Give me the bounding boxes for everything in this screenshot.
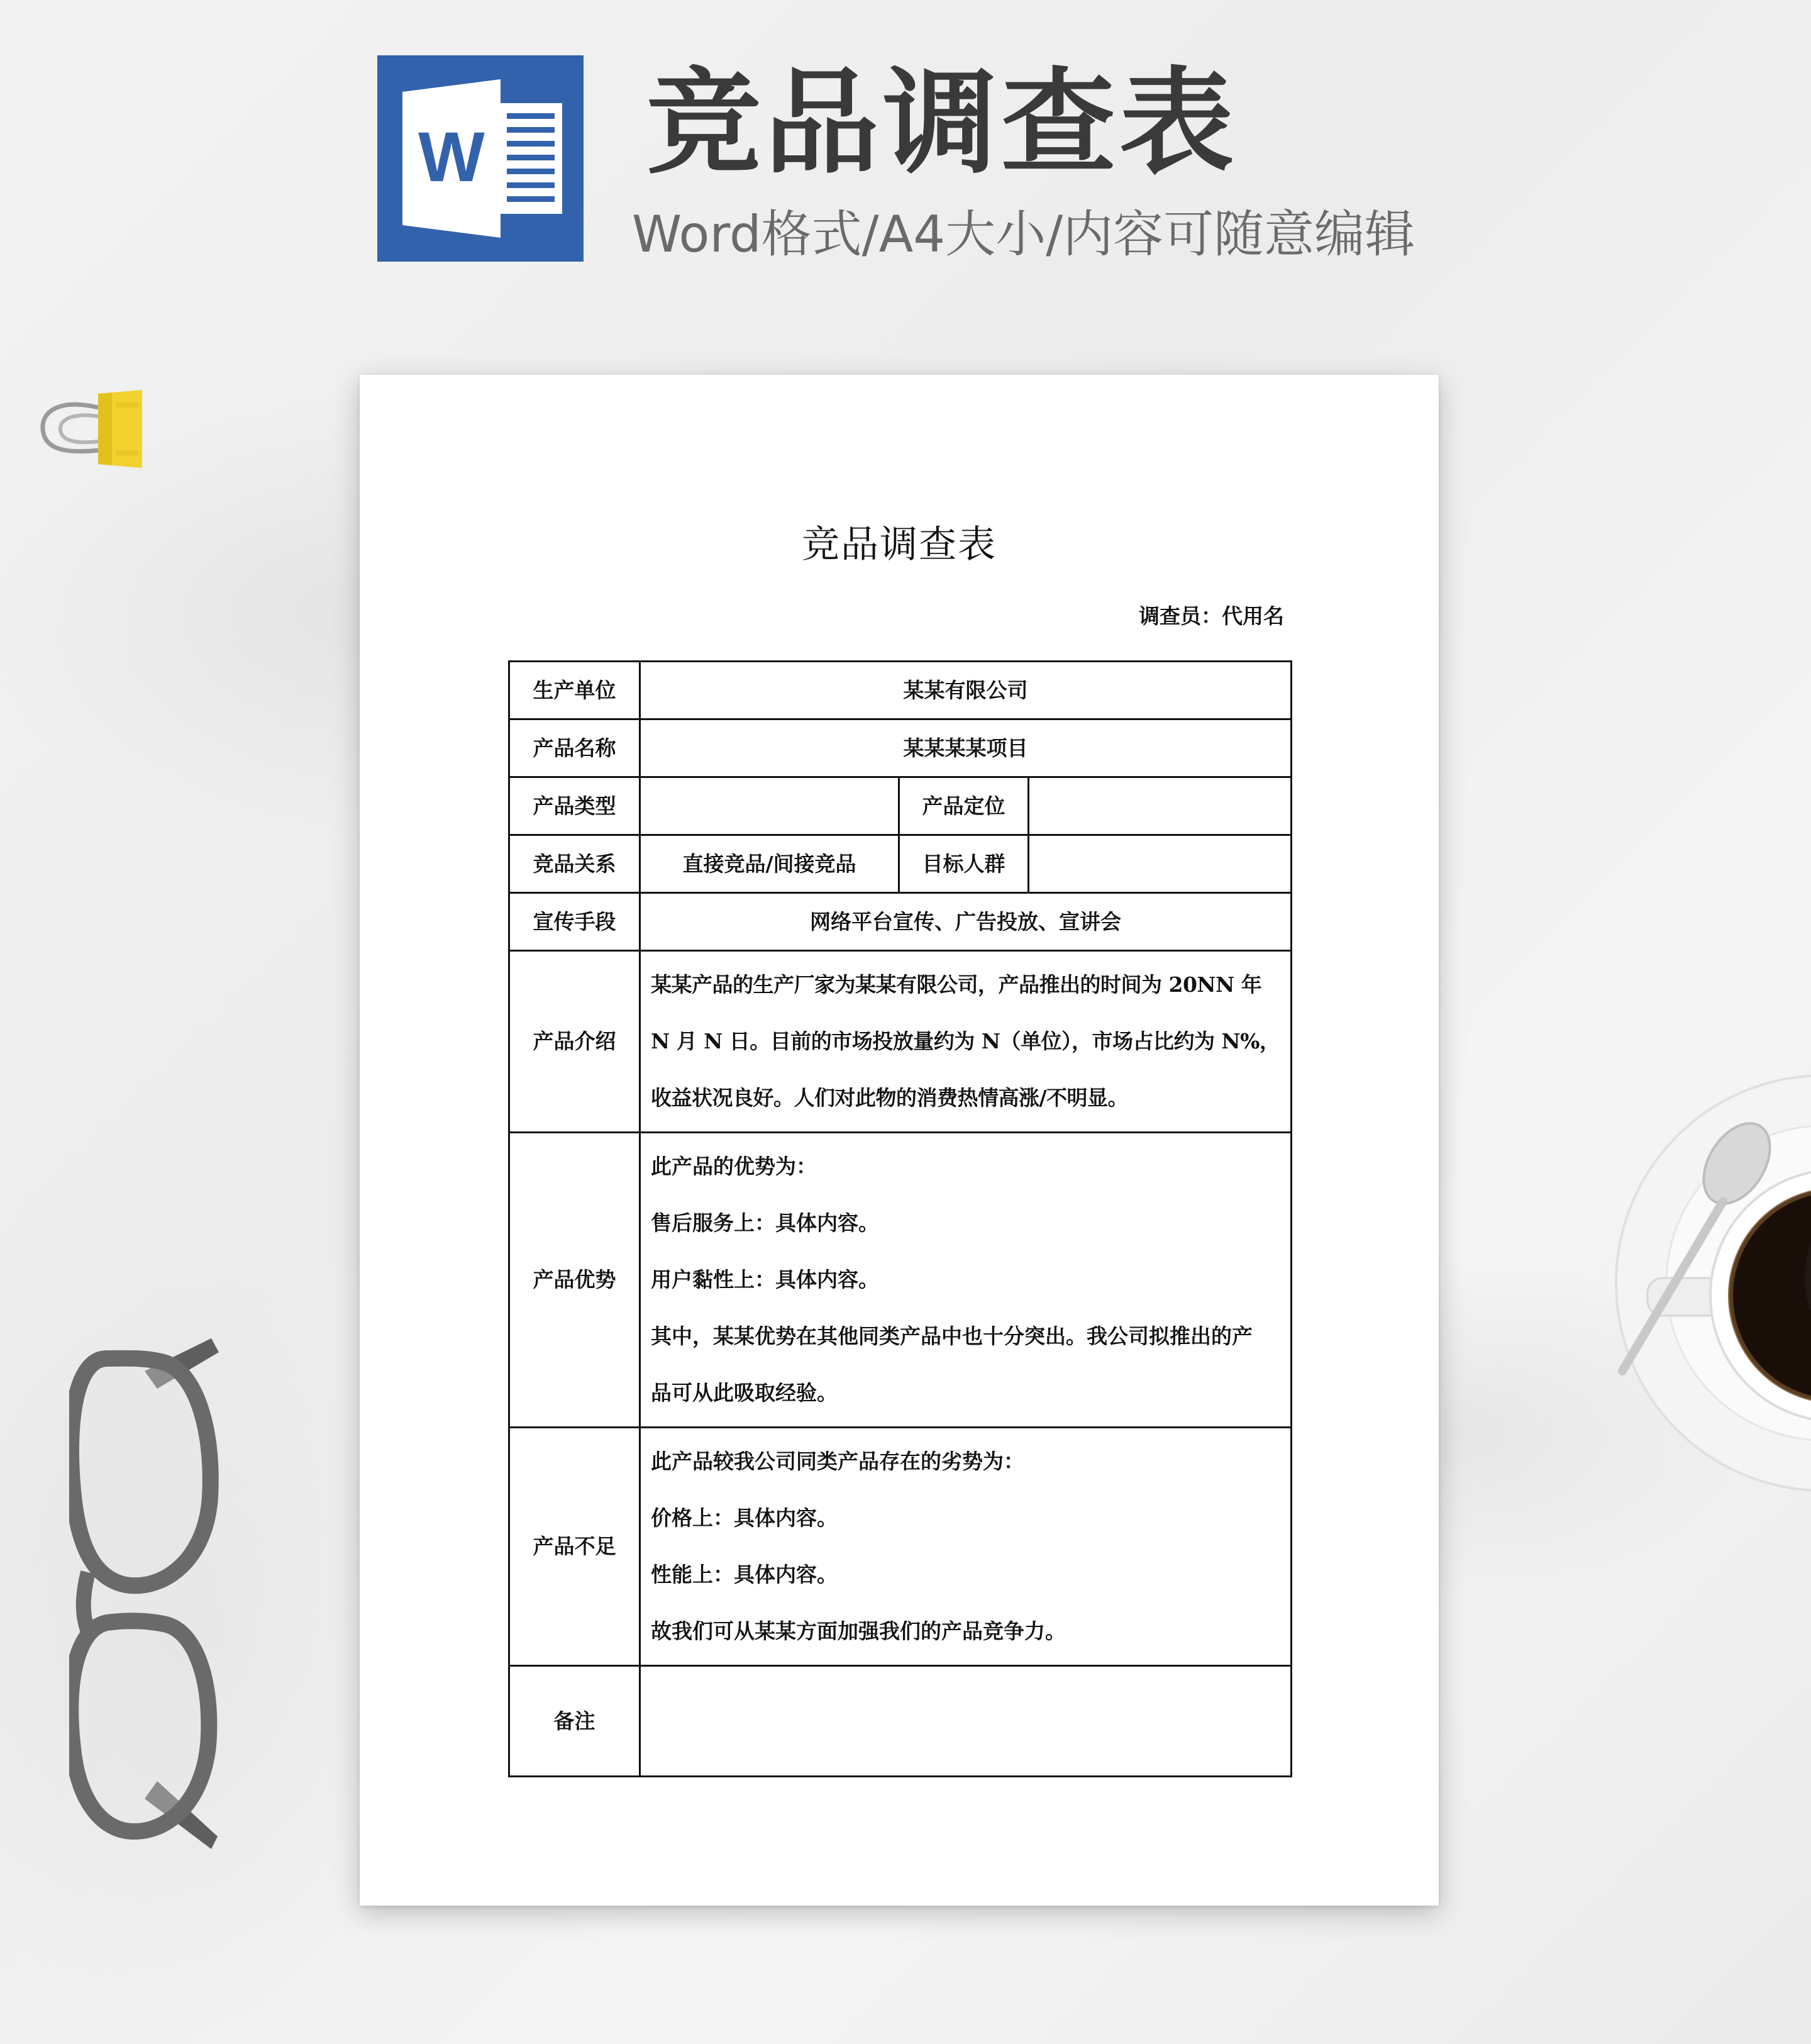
- value-product-type: [640, 777, 899, 835]
- value-target-audience: [1029, 835, 1292, 893]
- eyeglasses-icon: [69, 1333, 233, 1874]
- table-row: [509, 662, 1292, 719]
- advantage-line: 品可从此吸取经验。: [651, 1380, 838, 1405]
- label-promotion: 宣传手段: [509, 893, 640, 951]
- investigator-label: 调查员：: [1139, 604, 1222, 628]
- weakness-line: 价格上：具体内容。: [651, 1506, 838, 1530]
- table-row: [509, 893, 1292, 951]
- table-row: [509, 1133, 1292, 1428]
- label-product-type: 产品类型: [509, 777, 640, 835]
- survey-table: [508, 660, 1292, 1777]
- value-promotion: 网络平台宣传、广告投放、宣讲会: [640, 893, 1292, 951]
- value-intro: [640, 951, 1292, 1133]
- intro-line: 收益状况良好。人们对此物的消费热情高涨/不明显。: [651, 1086, 1129, 1110]
- label-positioning: 产品定位: [899, 777, 1029, 835]
- advantage-line: 用户黏性上：具体内容。: [651, 1267, 879, 1292]
- document-title: 竞品调查表: [802, 523, 997, 567]
- value-weakness: [640, 1428, 1292, 1666]
- intro-line: 某某产品的生产厂家为某某有限公司，产品推出的时间为 20NN 年: [651, 972, 1262, 997]
- document-page: [360, 375, 1439, 1906]
- investigator-name: 代用名: [1222, 604, 1284, 628]
- page-subtitle: Word格式/A4大小/内容可随意编辑: [632, 205, 1415, 264]
- table-row: [509, 777, 1292, 835]
- coffee-cup-icon: [1597, 1069, 1811, 1503]
- table-row: [509, 719, 1292, 777]
- label-relation: 竞品关系: [509, 835, 640, 893]
- binder-clip-icon: [36, 385, 147, 473]
- label-remarks: 备注: [509, 1666, 640, 1777]
- intro-line: N 月 N 日。目前的市场投放量约为 N（单位），市场占比约为 N%，: [651, 1029, 1280, 1053]
- value-relation: 直接竞品/间接竞品: [640, 835, 899, 893]
- weakness-line: 故我们可从某某方面加强我们的产品竞争力。: [651, 1619, 1066, 1643]
- table-row: [509, 1428, 1292, 1666]
- page-title: 竞品调查表: [646, 56, 1238, 189]
- table-row: [509, 1666, 1292, 1777]
- advantage-line: 售后服务上：具体内容。: [651, 1211, 879, 1235]
- weakness-line: 性能上：具体内容。: [651, 1562, 838, 1587]
- word-logo-icon: [377, 55, 584, 262]
- investigator-line: [1139, 603, 1284, 630]
- value-remarks: [640, 1666, 1292, 1777]
- table-row: [509, 951, 1292, 1133]
- advantage-line: 其中，某某优势在其他同类产品中也十分突出。我公司拟推出的产: [651, 1324, 1253, 1348]
- label-weakness: 产品不足: [509, 1428, 640, 1666]
- table-row: [509, 835, 1292, 893]
- label-product-name: 产品名称: [509, 719, 640, 777]
- advantage-line: 此产品的优势为：: [651, 1154, 817, 1179]
- label-target-audience: 目标人群: [899, 835, 1029, 893]
- label-intro: 产品介绍: [509, 951, 640, 1133]
- value-positioning: [1029, 777, 1292, 835]
- label-advantage: 产品优势: [509, 1133, 640, 1428]
- svg-text:W: W: [418, 118, 485, 196]
- value-producer: 某某有限公司: [640, 662, 1292, 719]
- label-producer: 生产单位: [509, 662, 640, 719]
- weakness-line: 此产品较我公司同类产品存在的劣势为：: [651, 1449, 1024, 1474]
- value-product-name: 某某某某项目: [640, 719, 1292, 777]
- value-advantage: [640, 1133, 1292, 1428]
